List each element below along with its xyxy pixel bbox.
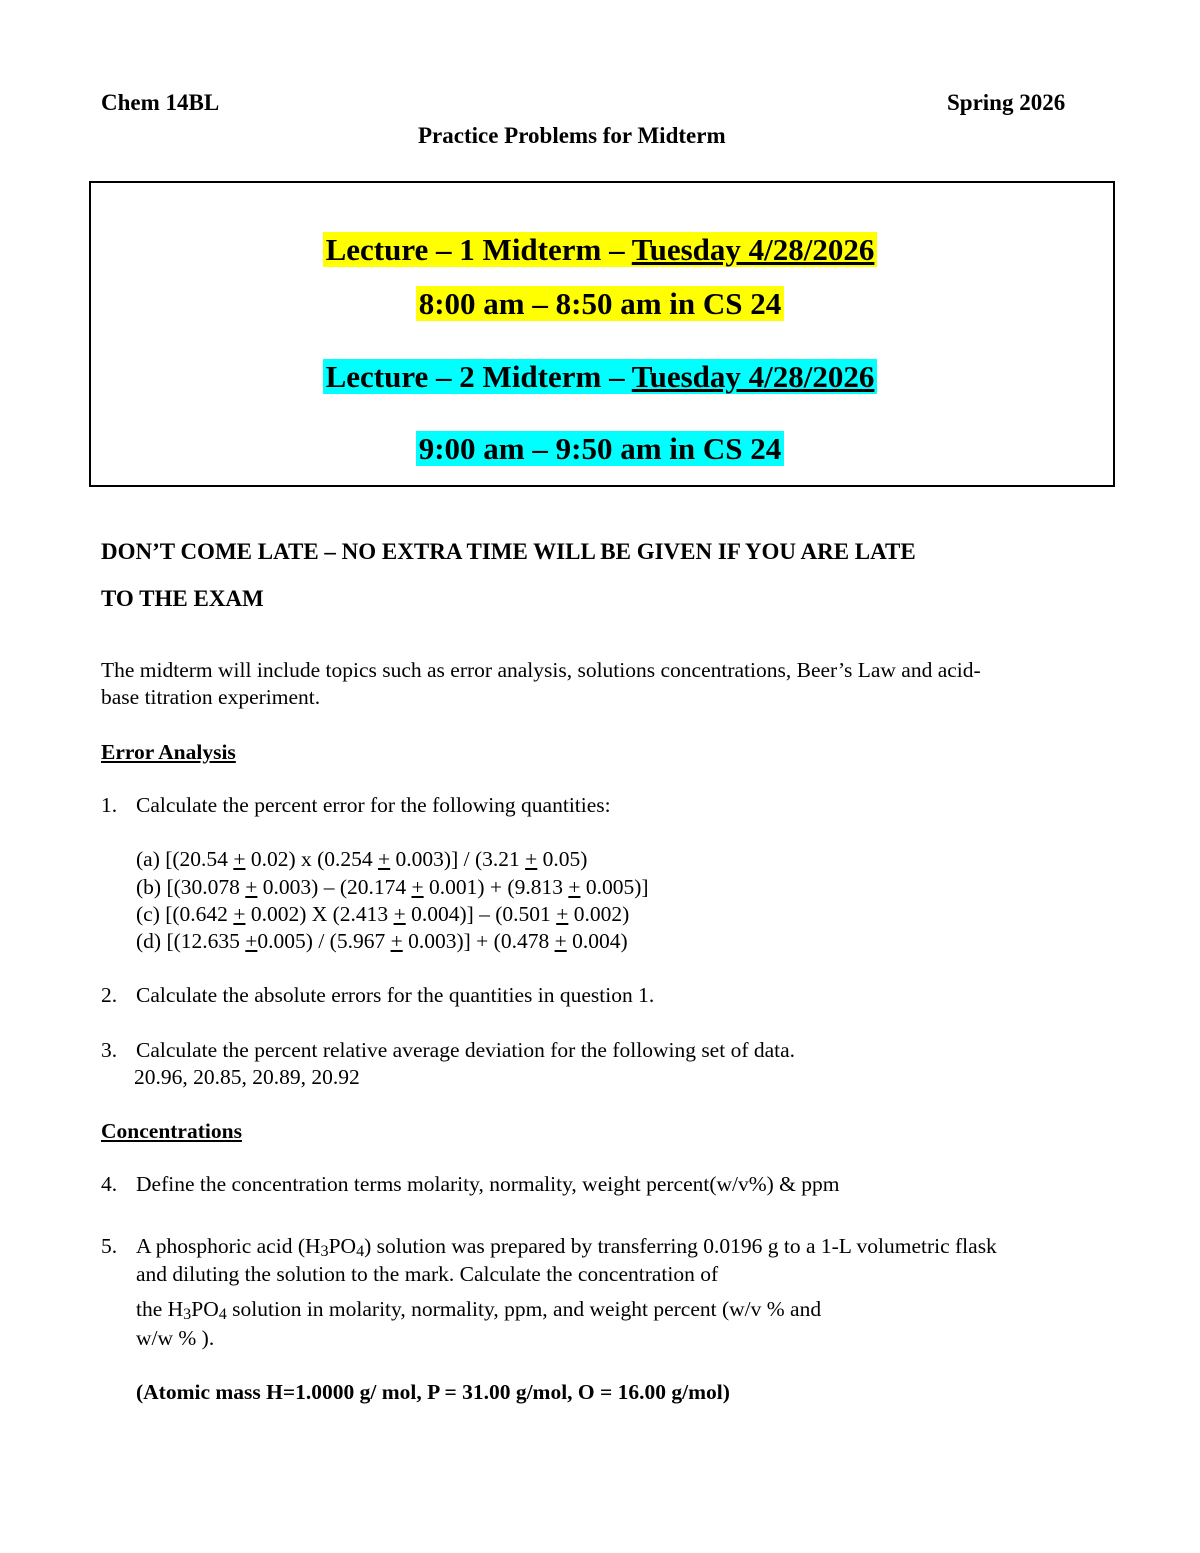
- lecture1-highlight: [323, 232, 878, 267]
- q1-number: 1.: [101, 793, 118, 817]
- q1d-seg2: 0.005) / (5.967: [257, 929, 391, 953]
- q3-text: Calculate the percent relative average deviation for the following set of data.: [136, 1038, 796, 1062]
- q5-line3-seg2: PO: [191, 1297, 219, 1321]
- plus-minus-sign: +: [245, 875, 258, 899]
- q1a-seg1: (a) [(20.54: [136, 847, 234, 871]
- late-warning-line2: TO THE EXAM: [101, 586, 264, 611]
- subscript: 3: [183, 1306, 192, 1324]
- term: Spring 2026: [947, 90, 1066, 115]
- lecture2-time: 9:00 am – 9:50 am in CS 24: [416, 431, 785, 466]
- q1c-seg2: 0.002) X (2.413: [245, 902, 394, 926]
- plus-minus-sign: +: [378, 847, 391, 871]
- intro-line2: base titration experiment.: [101, 685, 321, 709]
- q4-number: 4.: [101, 1172, 118, 1196]
- q5-line1: [136, 1234, 997, 1259]
- plus-minus-sign: +: [393, 902, 406, 926]
- lecture1-date: Tuesday 4/28/2026: [631, 232, 875, 267]
- q1c-seg1: (c) [(0.642: [136, 902, 234, 926]
- q5-line3: [136, 1297, 821, 1322]
- lecture2-midterm-line: [0, 359, 1200, 395]
- subscript: 3: [320, 1243, 329, 1261]
- lecture2-time-line: [0, 431, 1200, 467]
- q5-line1-seg3: ) solution was prepared by transferring 0.0196 g to a 1-L volumetric flask: [364, 1234, 997, 1258]
- q1b-seg1: (b) [(30.078: [136, 875, 246, 899]
- q1-part-a: [136, 847, 587, 872]
- q5-line2: and diluting the solution to the mark. Calculate the concentration of: [136, 1262, 719, 1286]
- q1d-seg1: (d) [(12.635: [136, 929, 246, 953]
- q1a-seg2: 0.02) x (0.254: [245, 847, 379, 871]
- plus-minus-sign: +: [390, 929, 403, 953]
- section-concentrations: Concentrations: [101, 1119, 242, 1143]
- late-warning-line1: DON’T COME LATE – NO EXTRA TIME WILL BE GIVEN IF YOU ARE LATE: [101, 539, 916, 564]
- lecture1-time-line: [0, 286, 1200, 322]
- q1c-seg3: 0.004)] – (0.501: [405, 902, 557, 926]
- q1-part-d: [136, 929, 628, 954]
- lecture1-label: Lecture – 1 Midterm –: [325, 232, 632, 267]
- atomic-mass-note: (Atomic mass H=1.0000 g/ mol, P = 31.00 g/mol, O = 16.00 g/mol): [136, 1380, 730, 1404]
- q1a-seg4: 0.05): [537, 847, 588, 871]
- q5-line1-seg2: PO: [328, 1234, 357, 1258]
- plus-minus-sign: +: [411, 875, 424, 899]
- q5-line3-seg3: solution in molarity, normality, ppm, and weight percent (w/v % and: [226, 1297, 822, 1321]
- subscript: 4: [356, 1243, 365, 1261]
- q5-line3-seg1: the H: [136, 1297, 184, 1321]
- plus-minus-sign: +: [556, 902, 569, 926]
- q1a-seg3: 0.003)] / (3.21: [390, 847, 526, 871]
- subscript: 4: [218, 1306, 227, 1324]
- q1c-seg4: 0.002): [568, 902, 630, 926]
- lecture1-midterm-line: [0, 232, 1200, 268]
- q1b-seg2: 0.003) – (20.174: [257, 875, 412, 899]
- plus-minus-sign: +: [568, 875, 581, 899]
- q1d-seg3: 0.003)] + (0.478: [402, 929, 555, 953]
- q2-number: 2.: [101, 983, 118, 1007]
- q4-text: Define the concentration terms molarity, normality, weight percent(w/v%) & ppm: [136, 1172, 840, 1196]
- plus-minus-sign: +: [525, 847, 538, 871]
- lecture2-label: Lecture – 2 Midterm –: [325, 359, 632, 394]
- intro-line1: The midterm will include topics such as error analysis, solutions concentrations, Beer’s Law and acid-: [101, 658, 981, 682]
- plus-minus-sign: +: [554, 929, 567, 953]
- q1-text: Calculate the percent error for the following quantities:: [136, 793, 611, 817]
- q5-line4: w/w % ).: [136, 1326, 215, 1350]
- q1d-seg4: 0.004): [566, 929, 628, 953]
- q3-number: 3.: [101, 1038, 118, 1062]
- plus-minus-sign: +: [233, 847, 246, 871]
- plus-minus-sign: +: [245, 929, 258, 953]
- q2-text: Calculate the absolute errors for the quantities in question 1.: [136, 983, 655, 1007]
- q1b-seg3: 0.001) + (9.813: [423, 875, 569, 899]
- plus-minus-sign: +: [233, 902, 246, 926]
- q3-data: 20.96, 20.85, 20.89, 20.92: [134, 1065, 360, 1089]
- course-title: Chem 14BL: [101, 90, 220, 115]
- q5-line1-seg1: A phosphoric acid (H: [136, 1234, 321, 1258]
- lecture1-time: 8:00 am – 8:50 am in CS 24: [416, 286, 785, 321]
- q1-part-c: [136, 902, 629, 927]
- q5-number: 5.: [101, 1234, 118, 1258]
- section-error-analysis: Error Analysis: [101, 740, 236, 764]
- page-title: Practice Problems for Midterm: [418, 123, 726, 148]
- lecture2-date: Tuesday 4/28/2026: [631, 359, 875, 394]
- q1b-seg4: 0.005)]: [580, 875, 649, 899]
- q1-part-b: [136, 875, 649, 900]
- lecture2-highlight: [323, 359, 878, 394]
